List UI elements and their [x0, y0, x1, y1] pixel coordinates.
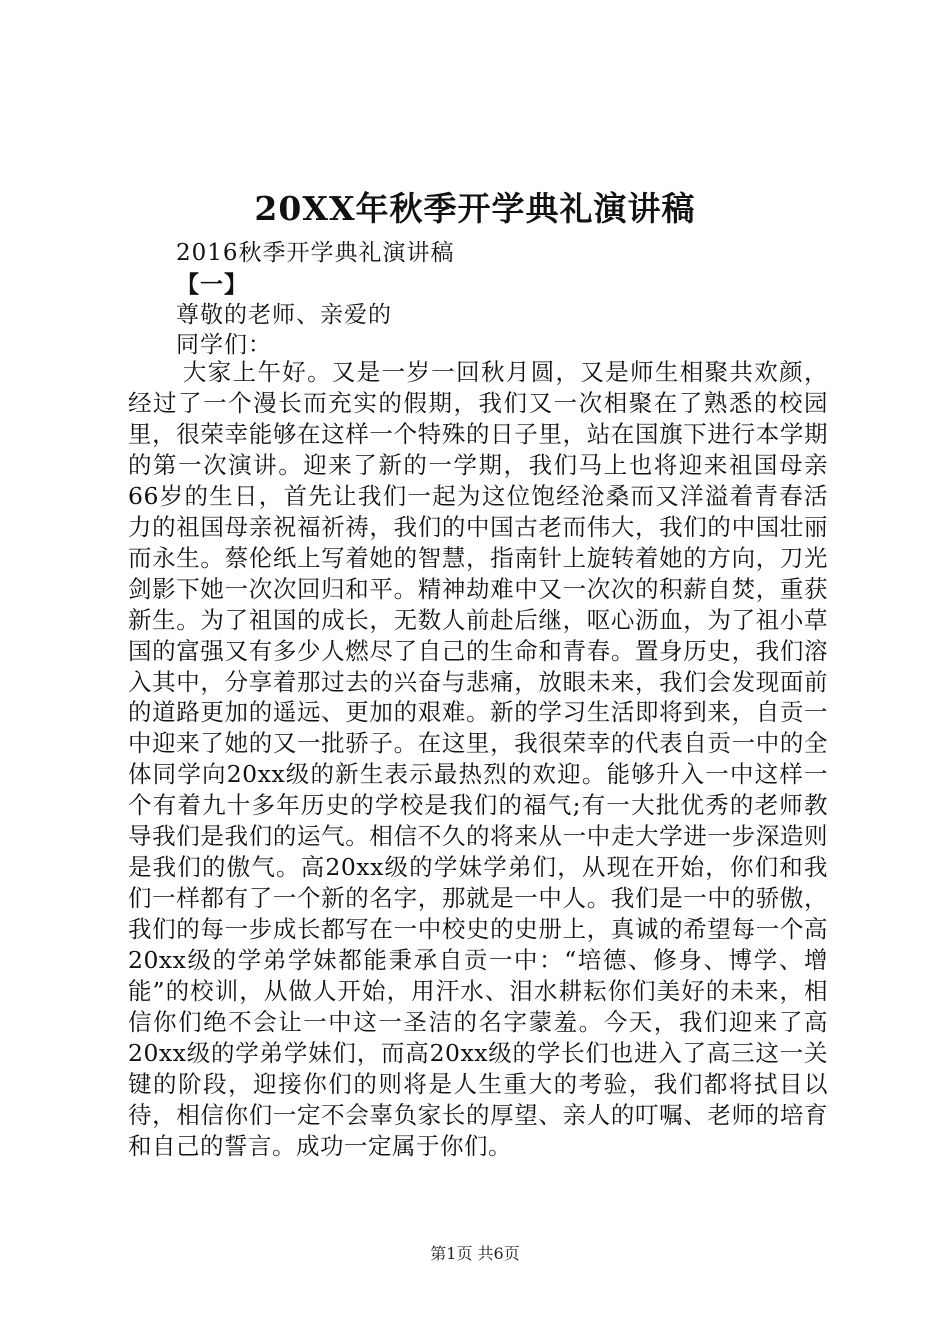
salutation-line-2: 同学们：: [176, 332, 272, 358]
subtitle: 2016秋季开学典礼演讲稿: [176, 240, 455, 266]
body-paragraph: 大家上午好。又是一岁一回秋月圆，又是师生相聚共欢颜，经过了一个漫长而充实的假期，我们又一次相聚在了熟悉的校园里，很荣幸能够在这样一个特殊的日子里，站在国旗下进行本学期的第一次演讲。迎来了新的一学期，我们马上也将迎来祖国母亲66岁的生日，首先让我们一起为这位饱经沧桑而又洋溢着青春活力的祖国母亲祝福祈祷，我们的中国古老而伟大，我们的中国壮丽而永生。蔡伦纸上写着她的智慧，指南针上旋转着她的方向，刀光剑影下她一次次回归和平。精神劫难中又一次次的积薪自焚，重获新生。为了祖国的成长，无数人前赴后继，呕心沥血，为了祖小草国的富强又有多少人燃尽了自己的生命和青春。置身历史，我们溶入其中，分享着那过去的兴奋与悲痛，放眼未来，我们会发现面前的道路更加的遥远、更加的艰难。新的学习生活即将到来，自贡一中迎来了她的又一批骄子。在这里，我很荣幸的代表自贡一中的全体同学向20xx级的新生表示最热烈的欢迎。能够升入一中这样一个有着九十多年历史的学校是我们的福气;有一大批优秀的老师教导我们是我们的运气。相信不久的将来从一中走大学进一步深造则是我们的傲气。高20xx级的学妹学弟们，从现在开始，你们和我们一样都有了一个新的名字，那就是一中人。我们是一中的骄傲，我们的每一步成长都写在一中校史的史册上，真诚的希望每一个高20xx级的学弟学妹都能秉承自贡一中：“培德、修身、博学、增能”的校训，从做人开始，用汗水、泪水耕耘你们美好的未来，相信你们绝不会让一中这一圣洁的名字蒙羞。今天，我们迎来了高20xx级的学弟学妹们，而高20xx级的学长们也进入了高三这一关键的阶段，迎接你们的则将是人生重大的考验，我们都将拭目以待，相信你们一定不会辜负家长的厚望、亲人的叮嘱、老师的培育和自己的誓言。成功一定属于你们。: [128, 358, 828, 1160]
page-footer: 第1页 共6页: [430, 1244, 520, 1263]
body-paragraph-container: [128, 357, 828, 1162]
salutation-line-1: 尊敬的老师、亲爱的: [176, 302, 392, 328]
document-title: 20XX年秋季开学典礼演讲稿: [254, 189, 696, 228]
section-marker: 【一】: [176, 271, 248, 298]
